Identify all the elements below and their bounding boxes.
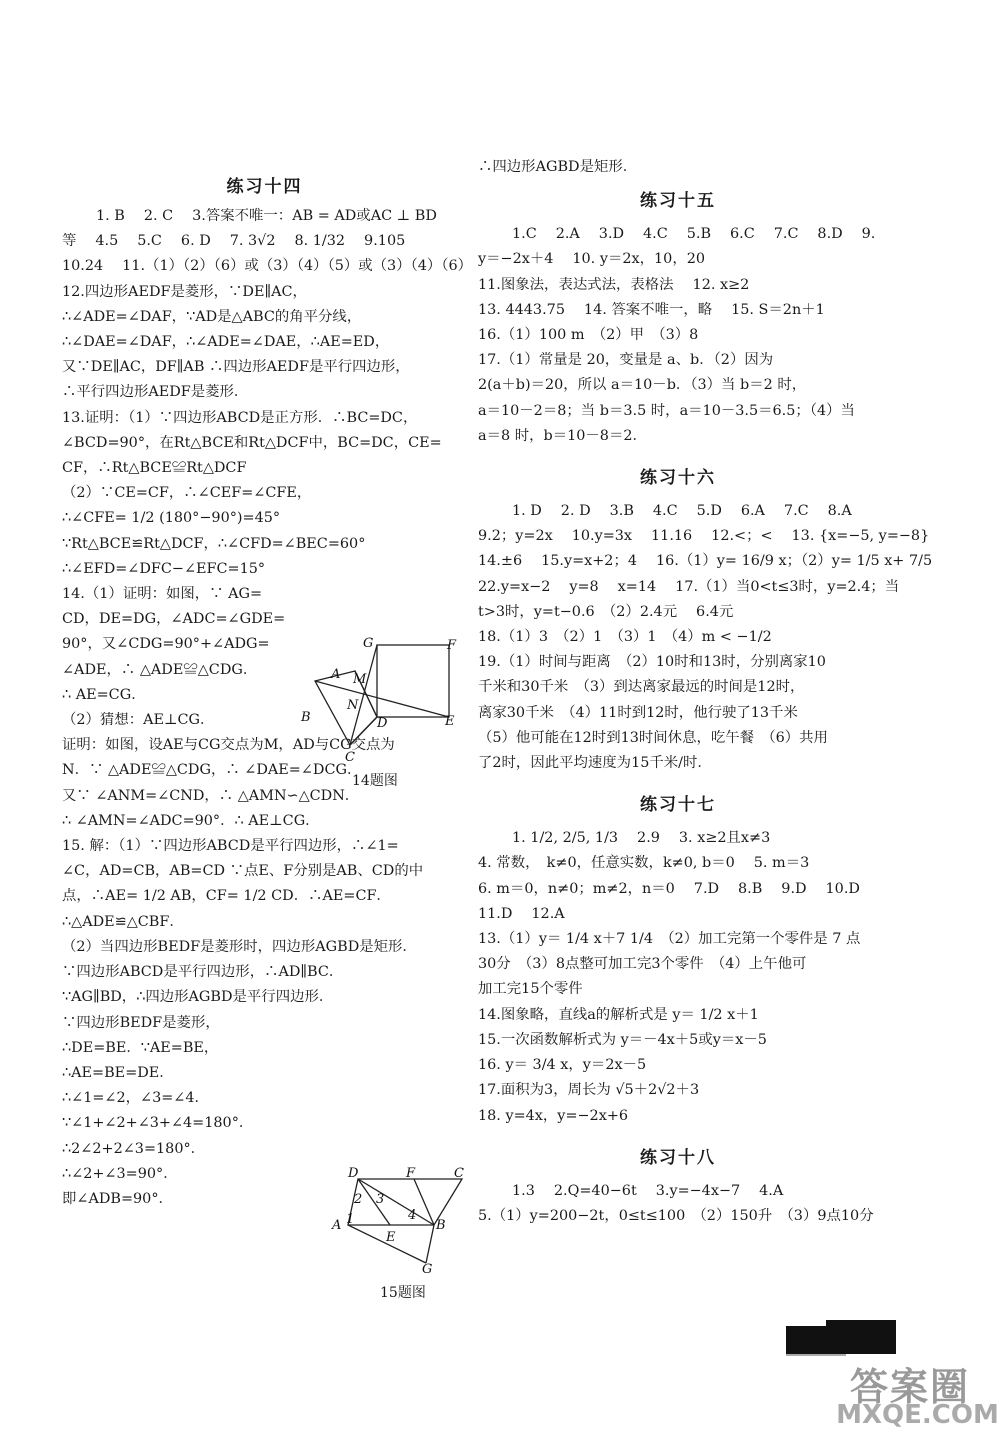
answer-line: 即∠ADB=90°． <box>62 1190 173 1207</box>
page-number: 45 <box>836 1324 864 1348</box>
fig14-label: M <box>353 672 367 687</box>
fig15-label: A <box>332 1218 342 1233</box>
answer-line: ∴∠EFD=∠DFC−∠EFC=15° <box>62 560 266 577</box>
answer-line: 90°，又∠CDG=90°+∠ADG= <box>62 636 270 653</box>
answer-line: ∵Rt△BCE≌Rt△DCF，∴∠CFD=∠BEC=60° <box>62 535 366 552</box>
answer-line: ∵∠1+∠2+∠3+∠4=180°． <box>62 1115 254 1132</box>
fig15-label: D <box>348 1166 359 1181</box>
answer-line: 证明：如图，设AE与CG交点为M，AD与CG交点为 <box>62 737 395 754</box>
answer-line: 1. 1/2, 2/5, 1/3 2.9 3. x≥2且x≠3 <box>512 830 771 847</box>
watermark-logo: 答案圈 <box>849 1365 970 1409</box>
square-abcd <box>315 671 377 745</box>
section-title: 练习十五 <box>640 191 716 212</box>
answer-line: ∠C，AD=CB，AB=CD ∵点E、F分别是AB、CD的中 <box>62 863 424 880</box>
answer-line: （2）当四边形BEDF是菱形时，四边形AGBD是矩形． <box>62 938 417 955</box>
section-title: 练习十八 <box>640 1147 716 1168</box>
answer-line: 18. y=4x，y=−2x+6 <box>478 1107 629 1124</box>
fig14-label: A <box>331 667 341 682</box>
answer-line: CD，DE=DG，∠ADC=∠GDE= <box>62 611 286 628</box>
section-title: 练习十六 <box>640 468 716 489</box>
answer-line: 6. m＝0，n≠0；m≠2，n＝0 7.D 8.B 9.D 10.D <box>478 880 860 897</box>
figure-14 <box>295 633 465 773</box>
section-spacer <box>478 449 878 457</box>
answer-line: ∠BCD=90°，在Rt△BCE和Rt△DCF中，BC=DC，CE= <box>62 434 442 451</box>
answer-line: 5.（1）y=200−2t，0≤t≤100 （2）150升 （3）9点10分 <box>478 1207 874 1224</box>
fig14-label: D <box>377 716 388 731</box>
answer-line: 17.面积为3，周长为 √5＋2√2＋3 <box>478 1082 700 1099</box>
fig15-label: 4 <box>408 1208 417 1223</box>
answer-line: （5）他可能在12时到13时间休息，吃午餐 （6）共用 <box>478 729 828 746</box>
section-spacer <box>478 1129 878 1137</box>
answer-line: ∴∠2+∠3=90°． <box>62 1165 178 1182</box>
answer-line: 10.24 11.（1）（2）（6）或（3）（4）（5）或（3）（4）（6） <box>62 258 473 275</box>
answer-line: 4. 常数， k≠0，任意实数，k≠0, b＝0 5. m＝3 <box>478 855 810 872</box>
fig15-label: 3 <box>376 1192 385 1207</box>
answer-line: ∵AG∥BD，∴四边形AGBD是平行四边形． <box>62 989 334 1006</box>
fig14-label: C <box>345 750 355 765</box>
answer-line: ∵四边形ABCD是平行四边形，∴AD∥BC． <box>62 964 344 981</box>
section-title-14: 练习十四 <box>226 177 303 197</box>
answer-line: CF，∴Rt△BCE≌Rt△DCF <box>62 460 247 477</box>
answer-line: 15. 解：（1）∵四边形ABCD是平行四边形，∴∠1= <box>62 838 399 855</box>
answer-line: ∴AE=BE=DE． <box>62 1064 174 1081</box>
answer-line: 11.图象法，表达式法，表格法 12. x≥2 <box>478 276 750 293</box>
answer-line: 1.C 2.A 3.D 4.C 5.B 6.C 7.C 8.D 9. <box>512 226 876 243</box>
answer-line: 加工完15个零件 <box>478 981 583 998</box>
answer-line: ∴∠CFE= 1/2 (180°−90°)=45° <box>62 510 281 527</box>
answer-line: a＝10－2＝8；当 b＝3.5 时，a＝10－3.5＝6.5；（4）当 <box>478 402 855 419</box>
right-sections <box>478 180 933 1237</box>
answer-line: ∴ ∠AMN=∠ADC=90°．∴ AE⊥CG． <box>62 812 320 829</box>
fig15-label: G <box>422 1262 433 1275</box>
answer-line: ∴∠1=∠2，∠3=∠4． <box>62 1090 209 1107</box>
answer-line: （2）∵CE=CF，∴∠CEF=∠CFE， <box>62 485 312 502</box>
fig15-label: F <box>406 1166 416 1181</box>
watermark-url: MXQE.COM <box>836 1400 999 1430</box>
answer-line: 19.（1）时间与距离 （2）10时和13时，分别离家10 <box>478 654 826 671</box>
answer-line: 又∵ ∠ANM=∠CND，∴ △AMN∽△CDN． <box>62 787 360 804</box>
answer-line: 了2时，因此平均速度为15千米/时． <box>478 755 712 772</box>
figure-14-caption: 14题图 <box>352 773 398 789</box>
answer-line: 11.D 12.A <box>478 905 565 922</box>
fig15-label: C <box>454 1166 464 1181</box>
answer-line: 13. 4443.75 14. 答案不唯一，略 15. S＝2n＋1 <box>478 301 825 318</box>
figure-15 <box>330 1163 470 1275</box>
answer-line: 点，∴AE= 1/2 AB，CF= 1/2 CD．∴AE=CF． <box>62 888 391 905</box>
answer-line: 9.2；y=2x 10.y=3x 11.16 12.<；< 13. {x=−5, y=−8} <box>478 528 930 545</box>
answer-line: 30分 （3）8点整可加工完3个零件 （4）上午他可 <box>478 956 807 973</box>
answer-line: （2）猜想：AE⊥CG． <box>62 712 215 729</box>
fig14-label: F <box>447 638 457 653</box>
fig15-label: 1 <box>346 1212 355 1227</box>
fig15-label: E <box>386 1230 396 1245</box>
answer-line: ∴2∠2+2∠3=180°． <box>62 1140 206 1157</box>
answer-line: 22.y=x−2 y=8 x=14 17.（1）当0<t≤3时，y=2.4；当 <box>478 578 900 595</box>
answer-line: 14.（1）证明：如图，∵ AG= <box>62 586 263 603</box>
fig14-label: N <box>347 698 359 713</box>
answer-line: 1. D 2. D 3.B 4.C 5.D 6.A 7.C 8.A <box>512 503 852 520</box>
answer-line: 17.（1）常量是 20，变量是 a、b．（2）因为 <box>478 352 774 369</box>
fig14-label: B <box>301 710 311 725</box>
section-spacer <box>478 1229 878 1237</box>
answer-line: 离家30千米 （4）11时到12时，他行驶了13千米 <box>478 704 798 721</box>
answer-line: ∴ AE=CG． <box>62 686 146 703</box>
answer-line: 13.证明：（1）∵四边形ABCD是正方形．∴BC=DC， <box>62 409 418 426</box>
answer-line: 1.3 2.Q=40−6t 3.y=−4x−7 4.A <box>512 1182 784 1199</box>
answer-line: 2(a＋b)＝20，所以 a＝10－b．（3）当 b＝2 时， <box>478 377 807 394</box>
answer-line: 16. y＝ 3/4 x，y＝2x－5 <box>478 1057 647 1074</box>
answer-line: y＝−2x＋4 10. y＝2x，10，20 <box>478 251 706 268</box>
answer-line: 14.图象略，直线a的解析式是 y＝ 1/2 x＋1 <box>478 1006 759 1023</box>
square-dgfe <box>377 645 449 717</box>
answer-line: N．∵ △ADE≌△CDG，∴ ∠DAE=∠DCG． <box>62 762 362 779</box>
section-spacer <box>478 776 878 784</box>
answer-line: 等 4.5 5.C 6. D 7. 3√2 8. 1/32 9.105 <box>62 233 406 250</box>
answer-line: 又∵DE∥AC，DF∥AB ∴四边形AEDF是平行四边形， <box>62 359 410 376</box>
answer-line: a＝8 时，b＝10－8＝2． <box>478 427 647 444</box>
answer-line: 16.（1）100 m （2）甲 （3）8 <box>478 327 699 344</box>
answer-line: ∴∠DAE=∠DAF，∴∠ADE=∠DAE，∴AE=ED， <box>62 334 390 351</box>
answer-line: t>3时，y=t−0.6 （2）2.4元 6.4元 <box>478 603 734 620</box>
fig14-label: E <box>445 714 455 729</box>
answer-line: ∴∠ADE=∠DAF，∵AD是△ABC的角平分线， <box>62 308 362 325</box>
section-title: 练习十七 <box>640 795 716 816</box>
answer-line: ∠ADE，∴ △ADE≌△CDG． <box>62 661 258 678</box>
fig15-label: B <box>436 1218 446 1233</box>
answer-line: ∴DE=BE．∵AE=BE， <box>62 1039 219 1056</box>
answer-line: ∵四边形BEDF是菱形， <box>62 1014 220 1031</box>
answer-line: 12.四边形AEDF是菱形，∵DE∥AC， <box>62 283 307 300</box>
fig15-label: 2 <box>354 1192 363 1207</box>
answer-line: ∴△ADE≌△CBF． <box>62 913 184 930</box>
fig14-label: G <box>363 636 374 651</box>
answer-line: 千米和30千米 （3）到达离家最远的时间是12时， <box>478 679 805 696</box>
right-column <box>478 155 933 1237</box>
answer-line: 1. B 2. C 3.答案不唯一：AB = AD或AC ⊥ BD <box>96 208 437 224</box>
answer-line: 13.（1）y＝ 1/4 x＋7 1/4 （2）加工完第一个零件是 7 点 <box>478 931 861 948</box>
figure-15-caption: 15题图 <box>380 1285 426 1301</box>
answer-line: 15.一次函数解析式为 y＝－4x＋5或y＝x－5 <box>478 1031 767 1048</box>
answer-line: 18.（1）3 （2）1 （3）1 （4）m < −1/2 <box>478 629 772 646</box>
answer-line: 14.±6 15.y=x+2；4 16.（1）y= 16/9 x；（2）y= 1/5 x+ 7/5 <box>478 553 933 570</box>
answer-line: ∴平行四边形AEDF是菱形． <box>62 384 249 401</box>
right-top-line: ∴四边形AGBD是矩形． <box>478 159 638 175</box>
